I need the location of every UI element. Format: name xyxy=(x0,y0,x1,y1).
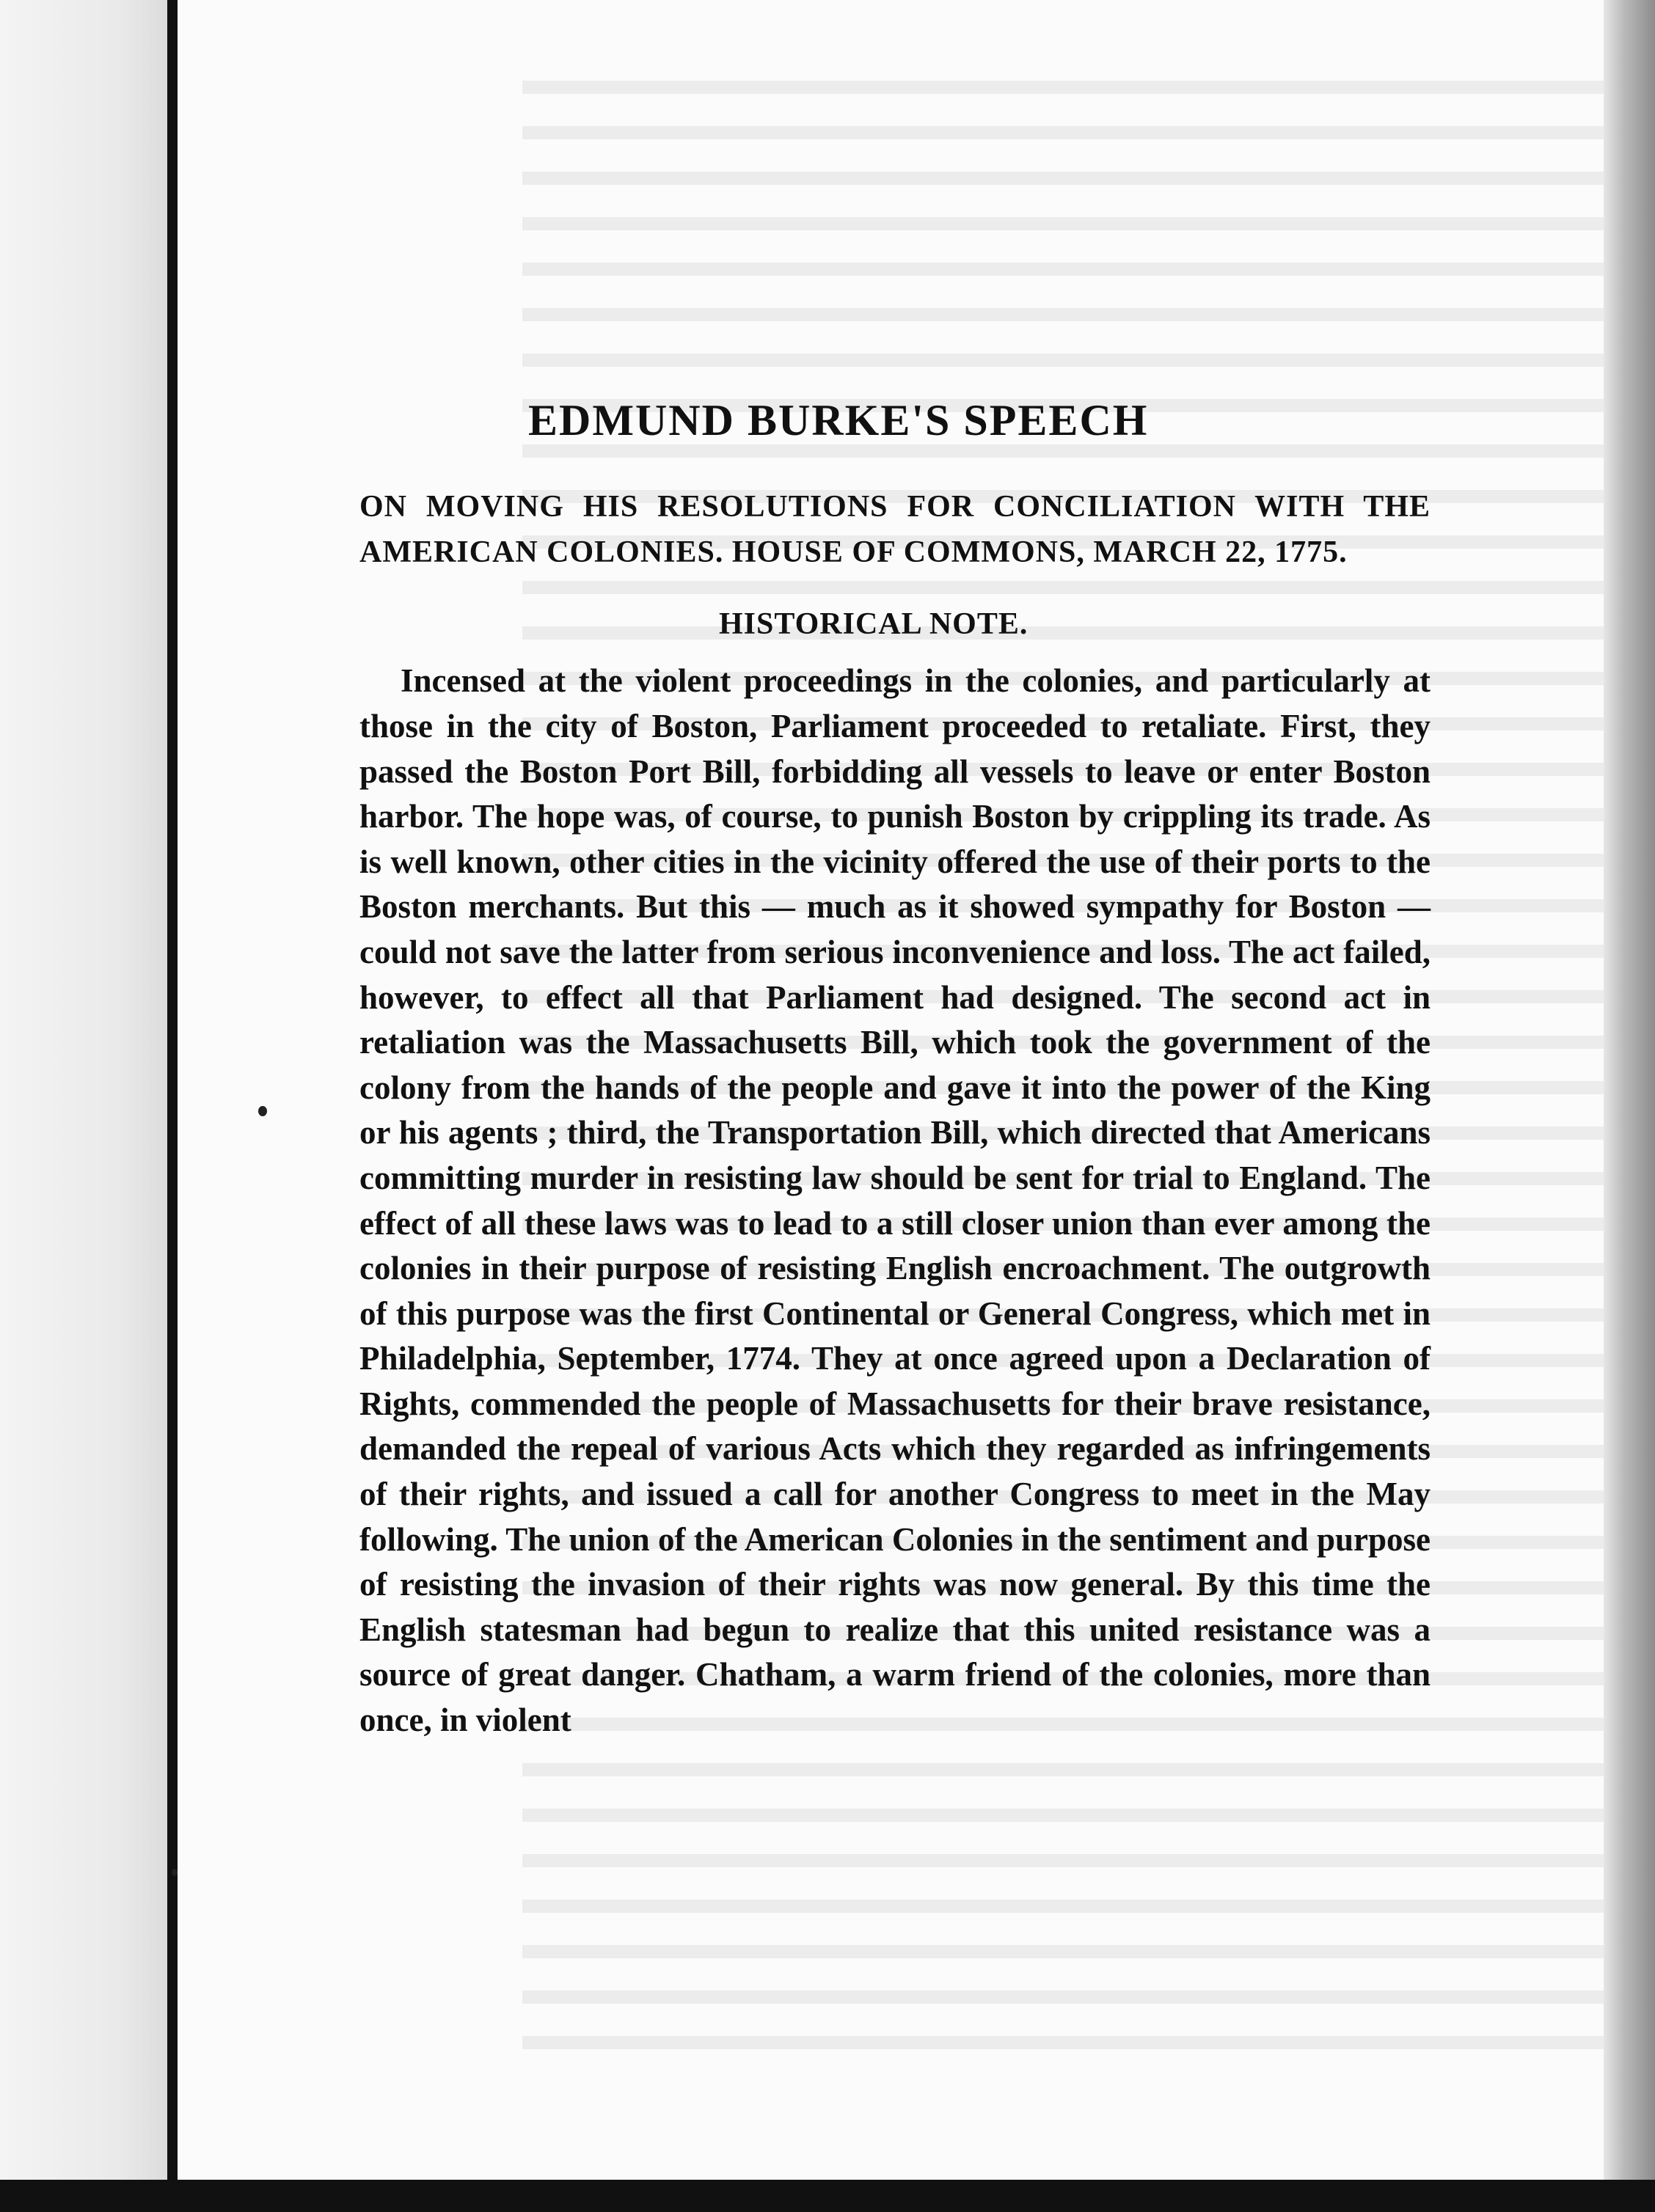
ink-speck xyxy=(172,1869,178,1876)
left-margin xyxy=(0,0,167,2212)
page-text xyxy=(359,396,1431,1743)
document-title: EDMUND BURKE'S SPEECH xyxy=(528,396,1149,444)
bottom-border xyxy=(0,2180,1655,2212)
body-paragraph: Incensed at the violent proceedings in the colonies, and particularly at those in the city of Boston, Parliament proceeded to retaliate. First, they passed the Boston Port Bill, forbidding all vessels to leave or enter Boston harbor. The hope was, of course, to punish Boston by crippling its trade. As is well known, other cities in the vicinity offered the use of their ports to the Boston merchants. But this — much as it showed sympathy for Boston — could not save the latter from serious inconvenience and loss. The act failed, however, to effect all that Parliament had designed. The second act in retaliation was the Massachusetts Bill, which took the government of the colony from the hands of the people and gave it into the power of the King or his agents ; third, the Transportation Bill, which directed that Americans committing murder in resisting law should be sent for trial to England. The effect of all these laws was to lead to a still closer union than ever among the colonies in their purpose of resisting English encroachment. The outgrowth of this purpose was the first Continental or General Congress, which met in Philadelphia, September, 1774. They at once agreed upon a Declaration of Rights, commended the people of Massachusetts for their brave resistance, demanded the repeal of various Acts which they regarded as infringements of their rights, and issued a call for another Congress to meet in the May following. The union of the American Colonies in the sentiment and purpose of resisting the invasion of their rights was now general. By this time the English statesman had begun to realize that this united resistance was a source of great danger. Chatham, a warm friend of the colonies, more than once, in violent xyxy=(359,662,1431,1739)
left-border-rule xyxy=(167,0,178,2193)
ink-speck xyxy=(258,1106,267,1116)
document-subtitle: ON MOVING HIS RESOLUTIONS FOR CONCILIATION WITH THE AMERICAN COLONIES. HOUSE OF COMMONS, MARCH 22, 1775. xyxy=(359,490,1431,569)
right-page-edge xyxy=(1604,0,1655,2212)
section-heading: HISTORICAL NOTE. xyxy=(719,607,1029,641)
